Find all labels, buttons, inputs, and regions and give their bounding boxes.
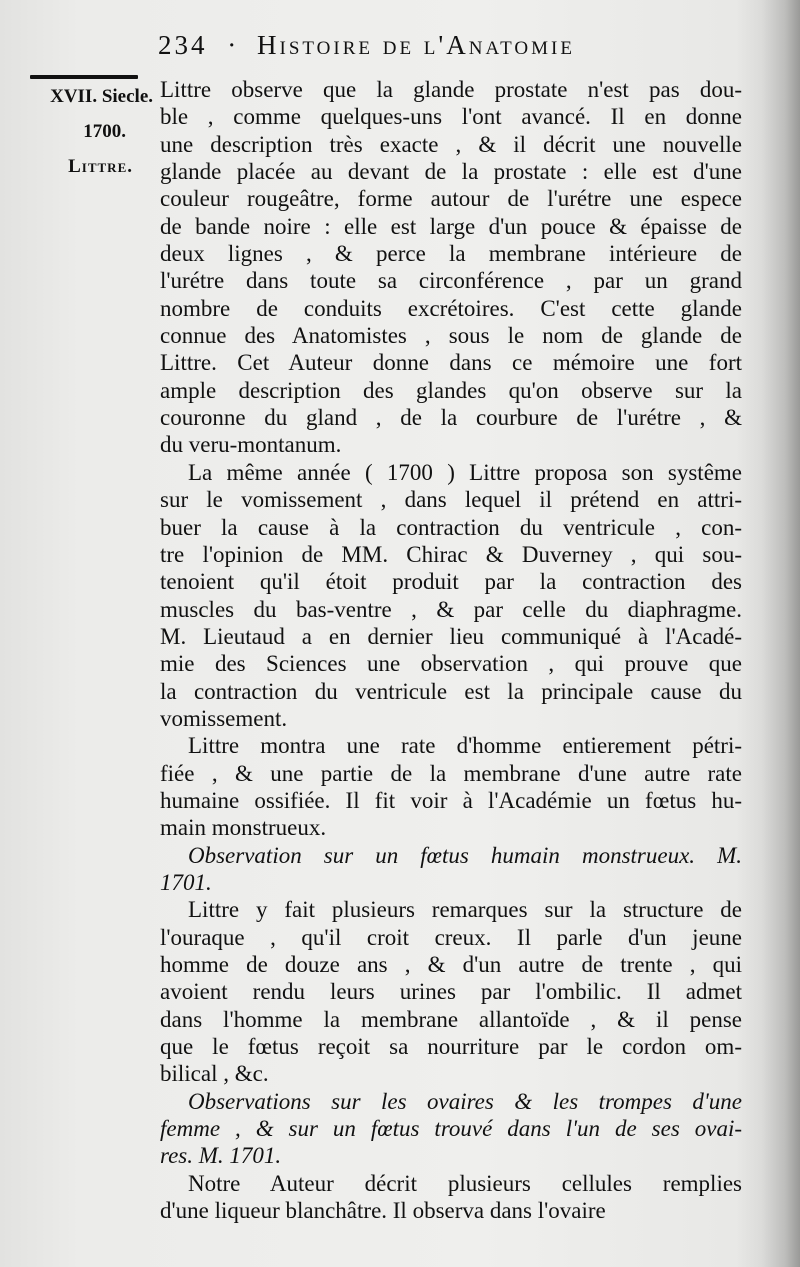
text-line: deux lignes , & perce la membrane intérieure de [160, 241, 742, 267]
margin-note-year: 1700. [83, 121, 126, 142]
text-line: mie des Sciences une observation , qui prouve que [160, 651, 742, 677]
page-gutter-shadow [762, 0, 800, 1267]
text-line: tenoient qu'il étoit produit par la contraction des [160, 569, 742, 595]
text-line: Observations sur les ovaires & les trompes d'une [188, 1088, 742, 1114]
text-line: une description très exacte , & il décrit une nouvelle [160, 131, 742, 157]
text-line: Littre observe que la glande prostate n'est pas dou- [160, 77, 742, 102]
text-line: Observation sur un fœtus humain monstrueux. M. [188, 842, 742, 868]
paragraph [160, 896, 742, 1087]
text-line: que le fœtus reçoit sa nourriture par le cordon om- [160, 1034, 742, 1060]
text-line: fiée , & une partie de la membrane d'une autre rate [160, 760, 742, 786]
text-line: Littre. Cet Auteur donne dans ce mémoire une fort [160, 350, 742, 376]
paragraph [160, 1088, 742, 1170]
text-line: la contraction du ventricule est la principale cause du [160, 678, 742, 704]
page-header [158, 30, 758, 70]
margin-note-century: XVII. Siecle. [50, 86, 153, 107]
text-line: femme , & sur un fœtus trouvé dans l'un de ses ovai- [160, 1116, 742, 1142]
text-line: tre l'opinion de MM. Chirac & Duverney , qui sou- [160, 541, 742, 567]
running-head: Histoire de l'Anatomie [257, 30, 575, 60]
text-line: buer la cause à la contraction du ventricule , con- [160, 514, 742, 540]
text-line: couleur rougeâtre, forme autour de l'urétre une espece [160, 186, 742, 212]
text-line: muscles du bas-ventre , & par celle du diaphragme. [160, 596, 742, 622]
body-text [160, 76, 742, 1224]
text-line: ample description des glandes qu'on observe sur la [160, 377, 742, 403]
text-line: l'ouraque , qu'il croit creux. Il parle d'un jeune [160, 924, 742, 950]
text-line: connue des Anatomistes , sous le nom de glande de [160, 323, 742, 349]
text-line: de bande noire : elle est large d'un pouce & épaisse de [160, 213, 742, 239]
text-line: main monstrueux. [160, 815, 327, 841]
text-line: 1701. [160, 869, 212, 895]
text-line: d'une liqueur blanchâtre. Il observa dans l'ovaire [160, 1198, 606, 1224]
text-line: M. Lieutaud a en dernier lieu communiqué à l'Acadé- [160, 623, 742, 649]
text-line: nombre de conduits excrétoires. C'est cette glande [160, 295, 742, 321]
text-line: vomissement. [160, 705, 288, 731]
paragraph [160, 1170, 742, 1225]
text-line: humaine ossifiée. Il fit voir à l'Académie un fœtus hu- [160, 787, 742, 813]
text-line: avoient rendu leurs urines par l'ombilic. Il admet [160, 979, 742, 1005]
header-separator: · [227, 30, 240, 60]
text-line: l'urétre dans toute sa circonférence , par un grand [160, 268, 742, 294]
text-line: sur le vomissement , dans lequel il prétend en attri- [160, 487, 742, 513]
text-line: dans l'homme la membrane allantoïde , & il pense [160, 1006, 742, 1032]
text-line: Notre Auteur décrit plusieurs cellules remplies [188, 1170, 742, 1196]
paragraph [160, 459, 742, 732]
text-line: ble , comme quelques-uns l'ont avancé. Il en donne [160, 104, 742, 130]
text-line: res. M. 1701. [160, 1143, 282, 1169]
text-line: La même année ( 1700 ) Littre proposa son systême [188, 459, 742, 485]
text-line: homme de douze ans , & d'un autre de trente , qui [160, 952, 742, 977]
text-line: Littre montra une rate d'homme entierement pétri- [188, 733, 742, 759]
paragraph [160, 732, 742, 841]
text-line: bilical , &c. [160, 1061, 269, 1087]
paragraph [160, 76, 742, 459]
margin-note-author: Littre. [68, 156, 133, 177]
text-line: Littre y fait plusieurs remarques sur la structure de [188, 897, 742, 923]
page-number: 234 [158, 30, 208, 60]
paragraph [160, 842, 742, 897]
text-line: du veru-montanum. [160, 432, 342, 458]
text-line: couronne du gland , de la courbure de l'urétre , & [160, 405, 742, 431]
text-line: glande placée au devant de la prostate : elle est d'une [160, 159, 742, 185]
margin-rule [30, 75, 138, 79]
